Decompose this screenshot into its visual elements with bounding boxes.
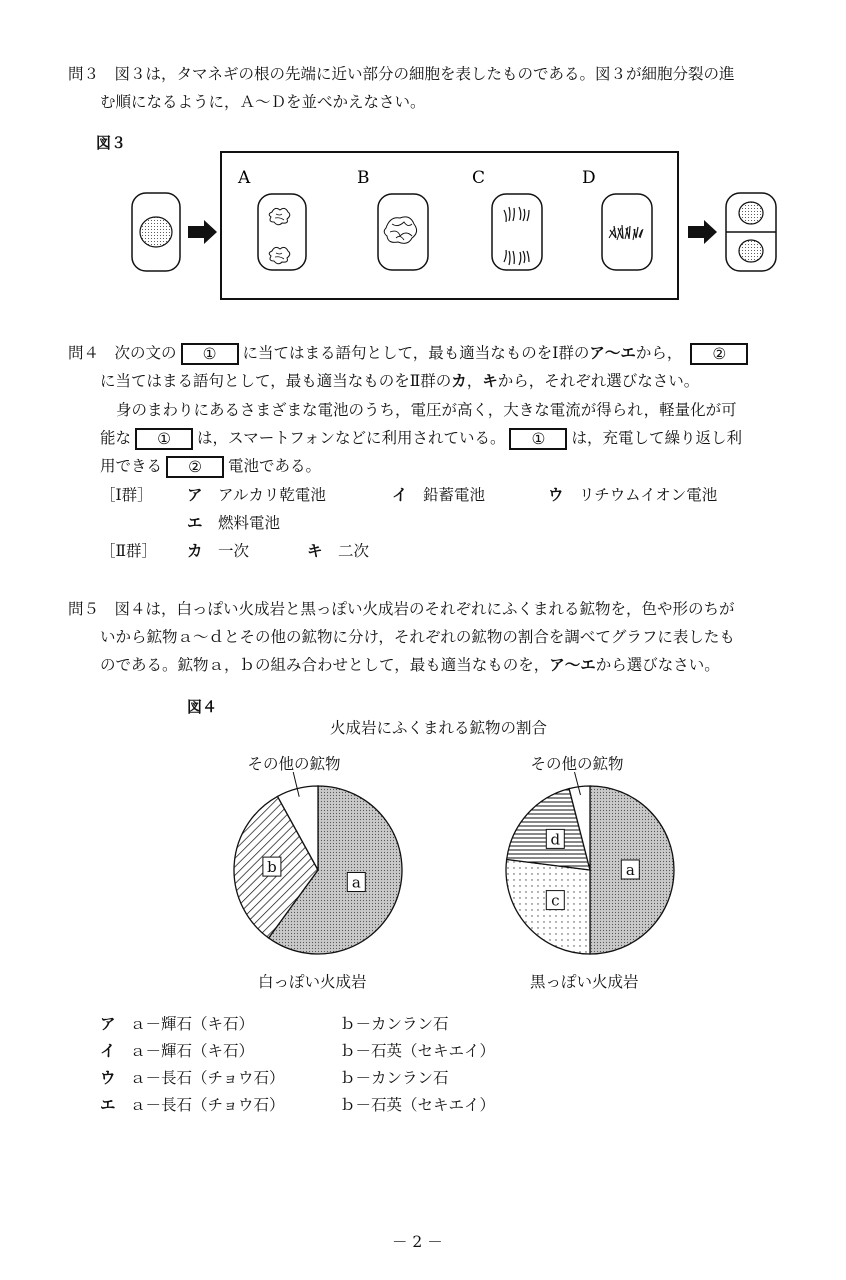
pie2-label-d: d (550, 830, 561, 849)
cell-a (258, 194, 306, 270)
mineral-pie-charts (200, 740, 700, 1000)
page-number: － 2 － (392, 1233, 443, 1251)
pie2-label-c: c (551, 891, 560, 910)
cell-c (492, 194, 542, 270)
cell-label-a: A (238, 168, 251, 188)
cell-label-d: D (582, 168, 596, 188)
q5-option-i: イ ａ－輝石（キ石） ｂ－石英（セキエイ） (100, 1042, 496, 1060)
q3-line2: む順になるように，Ａ～Ｄを並べかえなさい。 (100, 93, 426, 111)
q4-line2: に当てはまる語句として，最も適当なものをⅡ群のカ，キから，それぞれ選びなさい。 (100, 372, 700, 390)
chart-title: 火成岩にふくまれる鉱物の割合 (330, 719, 548, 737)
answer-box-2: ② (166, 456, 224, 478)
answer-box-1: ① (509, 428, 567, 450)
answer-box-1: ① (135, 428, 193, 450)
arrow-right-icon (188, 220, 217, 244)
q4-para-line2: 能な ① は，スマートフォンなどに利用されている。 ① は，充電して繰り返し利 (100, 429, 742, 448)
pie1-caption: 白っぽい火成岩 (258, 973, 367, 991)
cell-b (378, 194, 428, 270)
pie1-label-b: b (267, 858, 277, 877)
q4-line1: 問４ 次の文の ① に当てはまる語句として，最も適当なものをⅠ群のア～エから， ② (68, 343, 752, 365)
pie1-other-label: その他の鉱物 (247, 755, 341, 773)
q5-option-a: ア ａ－輝石（キ石） ｂ－カンラン石 (100, 1015, 449, 1033)
q4-para-line3: 用できる ② 電池である。 (100, 457, 322, 476)
cell-d (602, 194, 652, 270)
group1-option-e: エ 燃料電池 (187, 514, 281, 532)
cells-after (726, 193, 776, 271)
pie2-caption: 黒っぽい火成岩 (530, 973, 639, 991)
q5-option-u: ウ ａ－長石（チョウ石） ｂ－カンラン石 (100, 1069, 449, 1087)
pie2-other-label: その他の鉱物 (530, 755, 624, 773)
answer-box-1: ① (181, 343, 239, 365)
figure3-label: 図３ (96, 134, 127, 152)
group1-option-u: ウ リチウムイオン電池 (548, 486, 718, 504)
q5-line1: 問５ 図４は，白っぽい火成岩と黒っぽい火成岩のそれぞれにふくまれる鉱物を，色や形のちが (68, 600, 735, 618)
figure3-cell-division (120, 150, 790, 305)
q5-line3: のである。鉱物ａ，ｂの組み合わせとして，最も適当なものを，ア～エから選びなさい。 (100, 656, 720, 674)
pie1-label-a: a (351, 873, 361, 892)
figure4-label: 図４ (187, 698, 218, 716)
group2-label: ［Ⅱ群］ (100, 542, 158, 560)
group1-option-a: ア アルカリ乾電池 (187, 486, 326, 504)
q5-line2: いから鉱物ａ～ｄとその他の鉱物に分け，それぞれの鉱物の割合を調べてグラフに表したも (100, 628, 735, 646)
arrow-right-icon (688, 220, 717, 244)
group1-option-i: イ 鉛蓄電池 (392, 486, 486, 504)
group2-option-ka: カ 一次 (187, 542, 250, 560)
pie2-label-a: a (625, 861, 635, 879)
cell-label-b: B (357, 168, 370, 188)
q5-option-e: エ ａ－長石（チョウ石） ｂ－石英（セキエイ） (100, 1096, 496, 1114)
group1-label: ［Ⅰ群］ (100, 486, 153, 504)
answer-box-2: ② (690, 343, 748, 365)
q4-para-line1: 身のまわりにあるさまざまな電池のうち，電圧が高く，大きな電流が得られ，軽量化が可 (116, 401, 737, 419)
cell-label-c: C (472, 168, 486, 188)
q3-line1: 問３ 図３は，タマネギの根の先端に近い部分の細胞を表したものである。図３が細胞分裂の進 (68, 65, 735, 83)
group2-option-ki: キ 二次 (307, 542, 370, 560)
